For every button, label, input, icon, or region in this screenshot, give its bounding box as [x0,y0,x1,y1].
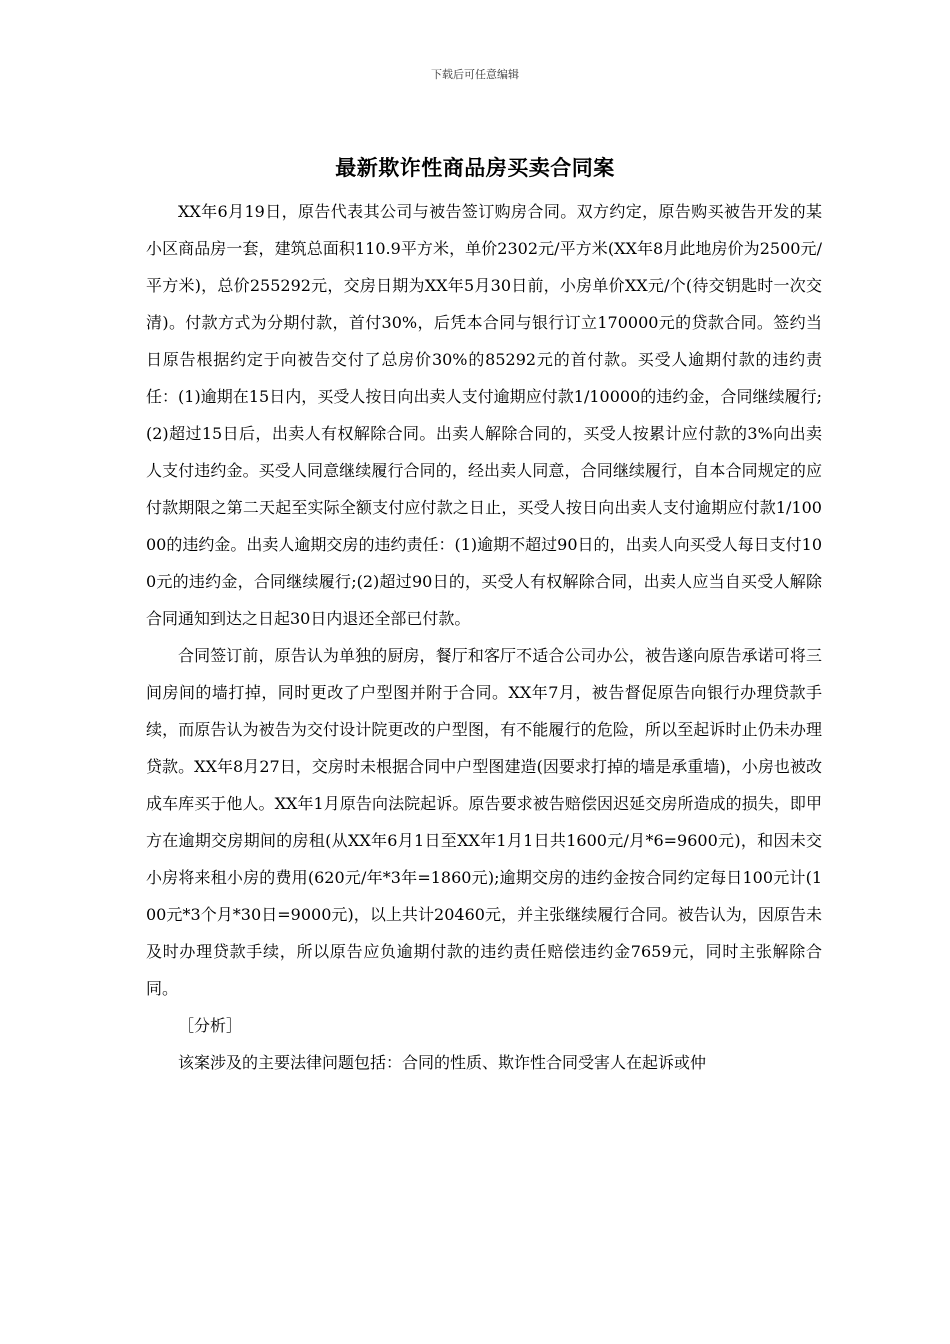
paragraph-analysis: 该案涉及的主要法律问题包括：合同的性质、欺诈性合同受害人在起诉或仲 [178,1053,707,1072]
document-title: 最新欺诈性商品房买卖合同案 [335,155,615,180]
paragraph-facts-dispute: 合同签订前，原告认为单独的厨房，餐厅和客厅不适合公司办公，被告遂向原告承诺可将三间房间的墙打掉，同时更改了户型图并附于合同。XX年7月，被告督促原告向银行办理贷款手续，而原告认为被告为交付设计院更改的户型图，有不能履行的危险，所以至起诉时止仍未办理贷款。XX年8月27日，交房时未根据合同中户型图建造(因要求打掉的墙是承重墙)，小房也被改成车库买于他人。XX年1月原告向法院起诉。原告要求被告赔偿因迟延交房所造成的损失，即甲方在逾期交房期间的房租(从XX年6月1日至XX年1月1日共1600元/月*6=9600元)，和因未交小房将来租小房的费用(620元/年*3年=1860元);逾期交房的违约金按合同约定每日100元计(100元*3个月*30日=9000元)，以上共计20460元，并主张继续履行合同。被告认为，因原告未及时办理贷款手续，所以原告应负逾期付款的违约责任赔偿违约金7659元，同时主张解除合同。 [146,646,822,998]
paragraph-facts-contract: XX年6月19日，原告代表其公司与被告签订购房合同。双方约定，原告购买被告开发的某小区商品房一套，建筑总面积110.9平方米，单价2302元/平方米(XX年8月此地房价为2500元/平方米)，总价255292元，交房日期为XX年5月30日前，小房单价XX元/个(待交钥匙时一次交清)。付款方式为分期付款，首付30%，后凭本合同与银行订立170000元的贷款合同。签约当日原告根据约定于向被告交付了总房价30%的85292元的首付款。买受人逾期付款的违约责任：(1)逾期在15日内，买受人按日向出卖人支付逾期应付款1/10000的违约金，合同继续履行;(2)超过15日后，出卖人有权解除合同。出卖人解除合同的，买受人按累计应付款的3%向出卖人支付违约金。买受人同意继续履行合同的，经出卖人同意，合同继续履行，自本合同规定的应付款期限之第二天起至实际全额支付应付款之日止，买受人按日向出卖人支付逾期应付款1/10000的违约金。出卖人逾期交房的违约责任：(1)逾期不超过90日的，出卖人向买受人每日支付100元的违约金，合同继续履行;(2)超过90日的，买受人有权解除合同，出卖人应当自买受人解除合同通知到达之日起30日内退还全部已付款。 [146,202,822,628]
header-note: 下载后可任意编辑 [431,68,519,81]
section-heading-analysis: ［分析］ [178,1016,243,1035]
document-body [146,193,822,1081]
